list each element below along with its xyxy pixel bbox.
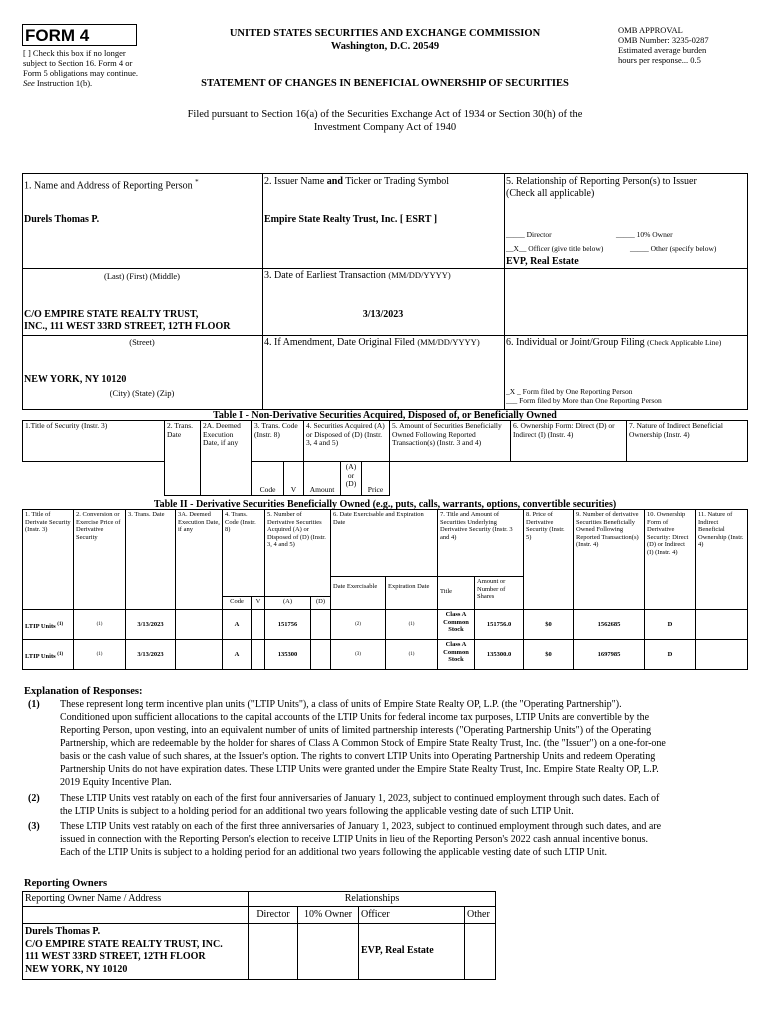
other-checkbox[interactable]: _____ Other (specify below) xyxy=(630,244,717,253)
owner-other-cell xyxy=(464,923,496,980)
filed-pursuant-1: Filed pursuant to Section 16(a) of the Securities Exchange Act of 1934 or Section 30(h) of the xyxy=(187,109,583,120)
t2-r1-fn: (1) xyxy=(57,622,64,627)
t2-r1-deemed xyxy=(175,609,223,640)
t2-r1-d xyxy=(310,609,331,640)
name-hint: (Last) (First) (Middle) xyxy=(103,271,180,281)
t1-col6: 6. Ownership Form: Direct (D) or Indirect (I) (Instr. 4) xyxy=(510,420,627,462)
box6-hint: (Check Applicable Line) xyxy=(647,338,722,347)
owner-name: Durels Thomas P. xyxy=(25,926,101,937)
owner-addr-2: 111 WEST 33RD STREET, 12TH FLOOR xyxy=(25,951,206,962)
t2-col11: 11. Nature of Indirect Beneficial Ownership (Instr. 4) xyxy=(695,509,748,610)
t2-r1-expiration: (1) xyxy=(385,609,438,640)
owner-name-address xyxy=(22,923,249,980)
one-person-checkbox[interactable]: _X _ Form filed by One Reporting Person xyxy=(506,387,633,396)
box5-label-text: 5. Relationship of Reporting Person(s) to Issuer xyxy=(506,176,697,187)
t1-sub-amount: Amount xyxy=(303,461,341,496)
box3-hint: (MM/DD/YYYY) xyxy=(388,270,451,280)
footnote-1-l5: basis or the cash value of such shares, at the Issuer's option. The rights to convert LTIP Units into Operating Partnership Units and redeem Operating xyxy=(60,751,656,762)
t2-r1-a: 151756 xyxy=(264,609,311,640)
owners-sub-blank xyxy=(22,906,249,924)
footnote-2-l2: the LTIP Units is subject to a holding period for an additional two years following the applicable vesting date of such LTIP Unit. xyxy=(60,806,574,817)
box2-label xyxy=(264,176,449,188)
t2-sub-code: Code xyxy=(222,596,252,610)
t2-sub-exercisable: Date Exercisable xyxy=(330,576,386,610)
owner-ten-cell xyxy=(297,923,359,980)
statement-title: STATEMENT OF CHANGES IN BENEFICIAL OWNERSHIP OF SECURITIES xyxy=(201,78,569,89)
box2-label-a: 2. Issuer Name xyxy=(264,176,325,187)
t1-sub-code: Code xyxy=(251,461,284,496)
t2-sub-a: (A) xyxy=(264,596,311,610)
box4-label xyxy=(264,337,480,349)
check-box-label: [ ] Check this box if no longer subject to Section 16. Form 4 or Form 5 obligations may continue. xyxy=(23,48,138,78)
t1-sub-v: V xyxy=(283,461,304,496)
t2-r2-title-text: LTIP Units xyxy=(25,653,56,661)
t2-r2-v xyxy=(251,639,265,670)
address-line-2: INC., 111 WEST 33RD STREET, 12TH FLOOR xyxy=(24,321,231,332)
earliest-date: 3/13/2023 xyxy=(362,309,404,320)
t2-col4: 4. Trans. Code (Instr. 8) xyxy=(222,509,265,597)
t2-col8: 8. Price of Derivative Security (Instr. 5) xyxy=(523,509,574,610)
t2-col7: 7. Title and Amount of Securities Underlying Derivative Security (Instr. 3 and 4) xyxy=(437,509,524,577)
t2-r2-date: 3/13/2023 xyxy=(125,639,176,670)
t2-col3a: 3A. Deemed Execution Date, if any xyxy=(175,509,223,610)
box2-label-and: and xyxy=(326,176,343,187)
t2-r1-price: $0 xyxy=(523,609,574,640)
owner-director-cell xyxy=(248,923,298,980)
director-checkbox[interactable]: _____ Director xyxy=(506,230,552,239)
footnote-1-l2: Conditioned upon sufficient allocations to the capital accounts of the LTIP Units for federal income tax purposes, LTIP Units are convertible by the xyxy=(60,712,650,723)
t2-r1-nature xyxy=(695,609,748,640)
owners-col-ten: 10% Owner xyxy=(297,906,359,924)
owner-addr-3: NEW YORK, NY 10120 xyxy=(25,963,128,975)
table2-title: Table II - Derivative Securities Beneficially Owned (e.g., puts, calls, warrants, options, convertible securities) xyxy=(153,499,617,510)
footnote-3-l1: These LTIP Units vest ratably on each of the first three anniversaries of January 1, 2023, subject to continued employment through such dates, and are xyxy=(60,821,662,832)
t1-col1: 1.Title of Security (Instr. 3) xyxy=(22,420,165,462)
t2-r1-conv: (1) xyxy=(73,609,126,640)
explanation-title: Explanation of Responses: xyxy=(24,686,143,697)
owners-col-name: Reporting Owner Name / Address xyxy=(22,891,249,907)
t2-col9: 9. Number of derivative Securities Beneficially Owned Following Reported Transaction(s) (Instr. 4) xyxy=(573,509,645,610)
box5-label xyxy=(506,176,746,200)
check-box-instruction: Instruction 1(b). xyxy=(36,78,93,88)
t1-col5: 5. Amount of Securities Beneficially Owned Following Reported Transaction(s) (Instr. 3 and 4) xyxy=(389,420,511,462)
t2-r2-price: $0 xyxy=(523,639,574,670)
footnote-3-l2: issued in connection with the Reporting Person's election to receive LTIP Units in lieu of the Reporting Person's 2022 cash annual incentive bonus. xyxy=(60,834,649,845)
form-title-box xyxy=(22,24,137,46)
t2-r1-date: 3/13/2023 xyxy=(125,609,176,640)
t2-col10: 10. Ownership Form of Derivative Security: Direct (D) or Indirect (I) (Instr. 4) xyxy=(644,509,696,610)
reporting-person-name: Durels Thomas P. xyxy=(24,214,100,225)
footnote-2-num: (2) xyxy=(28,793,40,804)
t2-col2: 2. Conversion or Exercise Price of Derivative Security xyxy=(73,509,126,610)
t1-col2a: 2A. Deemed Execution Date, if any xyxy=(200,420,252,496)
t1-col4: 4. Securities Acquired (A) or Disposed of (D) (Instr. 3, 4 and 5) xyxy=(303,420,390,462)
footnote-3-l3: Each of the LTIP Units is subject to a holding period for an additional two years following the applicable vesting date of such LTIP Unit. xyxy=(60,847,608,858)
t2-r2-form: D xyxy=(644,639,696,670)
form-title: FORM 4 xyxy=(25,26,90,45)
box3-label xyxy=(264,270,451,282)
box6-label-text: 6. Individual or Joint/Group Filing xyxy=(506,337,645,348)
omb-number: OMB Number: 3235-0287 xyxy=(618,35,709,45)
t2-col1: 1. Title of Derivate Security (Instr. 3) xyxy=(22,509,74,610)
t1-col2: 2. Trans. Date xyxy=(164,420,201,496)
owners-title: Reporting Owners xyxy=(24,878,108,889)
box1-label-text: 1. Name and Address of Reporting Person xyxy=(24,180,193,192)
t2-sub-expiration: Expiration Date xyxy=(385,576,438,610)
footnote-1-l6: Partnership Units do not have expiration dates. These LTIP Units were granted under the Empire State Realty Trust, Inc. Empire State Realty OP, L.P. xyxy=(60,764,659,775)
issuer-name: Empire State Realty Trust, Inc. [ ESRT ] xyxy=(264,214,438,225)
check-box-see: See xyxy=(23,78,35,88)
t2-r1-exercisable: (2) xyxy=(330,609,386,640)
t2-r2-code: A xyxy=(222,639,252,670)
omb-burden: Estimated average burden xyxy=(618,45,707,55)
owner-officer-cell: EVP, Real Estate xyxy=(358,923,465,980)
box3-label-text: 3. Date of Earliest Transaction xyxy=(264,270,386,281)
t2-r2-title xyxy=(22,639,74,670)
t2-r2-conv: (1) xyxy=(73,639,126,670)
t2-r1-v xyxy=(251,609,265,640)
officer-checkbox[interactable]: __X__ Officer (give title below) xyxy=(506,244,604,253)
footnote-1-l3: Reporting Person, upon vesting, into an equivalent number of units of limited partnership interests ("Operating Partnership Units") of the Operating xyxy=(60,725,652,736)
footnote-1-num: (1) xyxy=(28,699,40,710)
t2-r1-owned: 1562685 xyxy=(573,609,645,640)
street-hint: (Street) xyxy=(129,337,155,347)
box5-sub: (Check all applicable) xyxy=(506,188,595,199)
footnote-2-l1: These LTIP Units vest ratably on each of the first four anniversaries of January 1, 2023, subject to continued employment through such dates. Each of xyxy=(60,793,660,804)
owners-col-officer: Officer xyxy=(358,906,465,924)
t2-r2-owned: 1697985 xyxy=(573,639,645,670)
agency-name: UNITED STATES SECURITIES AND EXCHANGE COMMISSION xyxy=(229,28,541,39)
footnote-1-l7: 2019 Equity Incentive Plan. xyxy=(60,777,172,788)
box4-label-text: 4. If Amendment, Date Original Filed xyxy=(264,337,415,348)
t2-r1-title xyxy=(22,609,74,640)
reporting-box-frame xyxy=(22,173,748,410)
more-person-checkbox[interactable]: ___ Form filed by More than One Reporting Person xyxy=(506,396,662,405)
t2-r1-title-text: LTIP Units xyxy=(25,623,56,631)
check-box-text[interactable] xyxy=(23,48,148,88)
t2-r2-fn: (1) xyxy=(57,652,64,657)
owners-col-rel: Relationships xyxy=(248,891,496,907)
t2-col6: 6. Date Exercisable and Expiration Date xyxy=(330,509,438,577)
omb-hours: hours per response... 0.5 xyxy=(618,55,701,65)
t2-sub-d: (D) xyxy=(310,596,331,610)
t2-r1-u-title: Class A Common Stock xyxy=(437,609,475,640)
t2-r2-expiration: (1) xyxy=(385,639,438,670)
table1-title: Table I - Non-Derivative Securities Acquired, Disposed of, or Beneficially Owned xyxy=(213,410,557,421)
footnote-1-l4: Partnership, which are redeemable by the holder for shares of Class A Common Stock of Empire State Realty Trust, Inc. (the "Issuer") on a one-for-one xyxy=(60,738,666,749)
t2-sub-title: Title xyxy=(437,576,475,610)
owners-col-other: Other xyxy=(464,906,496,924)
t2-col5: 5. Number of Derivative Securities Acquired (A) or Disposed of (D) (Instr. 3, 4 and 5) xyxy=(264,509,331,597)
officer-title: EVP, Real Estate xyxy=(506,256,579,267)
footnote-1-l1: These represent long term incentive plan units ("LTIP Units"), a class of units of Empire State Realty OP, L.P. (the "Operating Partnership"). xyxy=(60,699,622,710)
t2-r2-deemed xyxy=(175,639,223,670)
t2-r2-a: 135300 xyxy=(264,639,311,670)
t1-sub-aord: (A) or (D) xyxy=(340,461,362,496)
owner-addr-1: C/O EMPIRE STATE REALTY TRUST, INC. xyxy=(25,938,223,950)
owners-col-director: Director xyxy=(248,906,298,924)
address-line-1: C/O EMPIRE STATE REALTY TRUST, xyxy=(24,309,199,320)
t2-r2-u-title: Class A Common Stock xyxy=(437,639,475,670)
t2-r2-u-amount: 135300.0 xyxy=(474,639,524,670)
ten-pct-checkbox[interactable]: _____ 10% Owner xyxy=(616,230,673,239)
t2-sub-amount: Amount or Number of Shares xyxy=(474,576,524,610)
t1-sub-price: Price xyxy=(361,461,390,496)
t2-sub-v: V xyxy=(251,596,265,610)
t2-r2-nature xyxy=(695,639,748,670)
filed-pursuant-2: Investment Company Act of 1940 xyxy=(313,122,457,133)
box1-label xyxy=(24,176,199,192)
footnote-3-num: (3) xyxy=(28,821,40,832)
box1-star: * xyxy=(195,178,199,186)
agency-city: Washington, D.C. 20549 xyxy=(330,41,440,52)
t1-col3: 3. Trans. Code (Instr. 8) xyxy=(251,420,304,462)
t2-r2-exercisable: (3) xyxy=(330,639,386,670)
omb-title: OMB APPROVAL xyxy=(618,25,683,35)
t2-r1-u-amount: 151756.0 xyxy=(474,609,524,640)
t2-r1-code: A xyxy=(222,609,252,640)
box4-hint: (MM/DD/YYYY) xyxy=(417,337,480,347)
t2-r1-form: D xyxy=(644,609,696,640)
omb-block xyxy=(618,25,748,65)
city-hint: (City) (State) (Zip) xyxy=(109,388,175,398)
city-line: NEW YORK, NY 10120 xyxy=(24,374,127,385)
t1-col7: 7. Nature of Indirect Beneficial Ownership (Instr. 4) xyxy=(626,420,748,462)
t2-r2-d xyxy=(310,639,331,670)
box6-label xyxy=(506,337,746,349)
box2-label-b: Ticker or Trading Symbol xyxy=(345,176,450,187)
t2-col3: 3. Trans. Date xyxy=(125,509,176,610)
